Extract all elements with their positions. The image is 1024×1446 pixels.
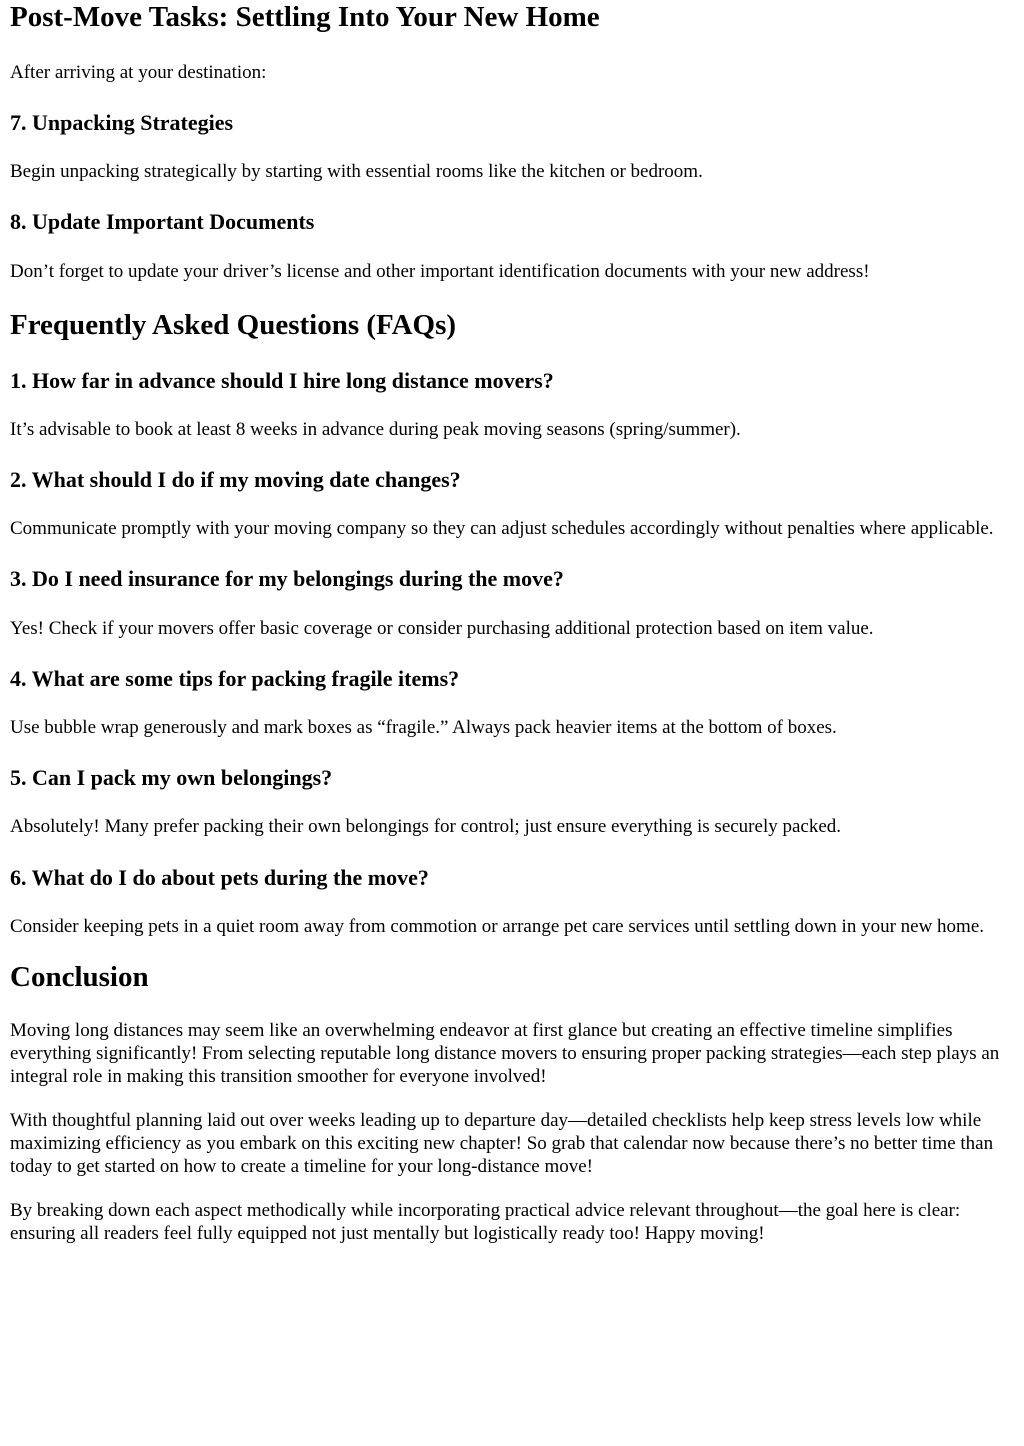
faqs-heading: Frequently Asked Questions (FAQs): [10, 309, 457, 341]
faq-question: 1. How far in advance should I hire long distance movers?: [10, 368, 554, 393]
unpacking-text: Begin unpacking strategically by starting with essential rooms like the kitchen or bedroom.: [10, 161, 703, 182]
faq-answer: It’s advisable to book at least 8 weeks in advance during peak moving seasons (spring/summer).: [10, 419, 741, 440]
conclusion-paragraph: Moving long distances may seem like an overwhelming endeavor at first glance but creating an effective timeline simplifies everything significantly! From selecting reputable long distance movers to ensuring proper packing strategies—each step plays an integral role in making this transition smoother for everyone involved!: [10, 1020, 1000, 1087]
documents-heading: 8. Update Important Documents: [10, 209, 315, 234]
post-move-intro: After arriving at your destination:: [10, 62, 267, 83]
faq-answer: Communicate promptly with your moving company so they can adjust schedules accordingly without penalties where applicable.: [10, 518, 994, 539]
faq-answer: Yes! Check if your movers offer basic coverage or consider purchasing additional protection based on item value.: [10, 618, 874, 639]
faq-answer: Absolutely! Many prefer packing their own belongings for control; just ensure everything is securely packed.: [10, 816, 842, 837]
post-move-heading: Post-Move Tasks: Settling Into Your New Home: [10, 1, 600, 33]
documents-text: Don’t forget to update your driver’s license and other important identification documents with your new address!: [10, 261, 870, 282]
faq-question: 4. What are some tips for packing fragile items?: [10, 666, 460, 691]
faq-question: 2. What should I do if my moving date changes?: [10, 467, 461, 492]
faq-answer: Use bubble wrap generously and mark boxes as “fragile.” Always pack heavier items at the bottom of boxes.: [10, 717, 837, 738]
faq-answer: Consider keeping pets in a quiet room away from commotion or arrange pet care services until settling down in your new home.: [10, 916, 985, 937]
faq-question: 3. Do I need insurance for my belongings during the move?: [10, 566, 564, 591]
unpacking-heading: 7. Unpacking Strategies: [10, 110, 234, 135]
conclusion-paragraph: By breaking down each aspect methodically while incorporating practical advice relevant throughout—the goal here is clear: ensuring all readers feel fully equipped not just mentally but logistically ready too! Happy moving!: [10, 1200, 961, 1244]
faq-question: 5. Can I pack my own belongings?: [10, 765, 333, 790]
faq-question: 6. What do I do about pets during the move?: [10, 865, 429, 890]
conclusion-heading: Conclusion: [10, 961, 149, 993]
conclusion-paragraph: With thoughtful planning laid out over weeks leading up to departure day—detailed checklists help keep stress levels low while maximizing efficiency as you embark on this exciting new chapter! So grab that calendar now because there’s no better time than today to get started on how to create a timeline for your long-distance move!: [10, 1110, 994, 1177]
